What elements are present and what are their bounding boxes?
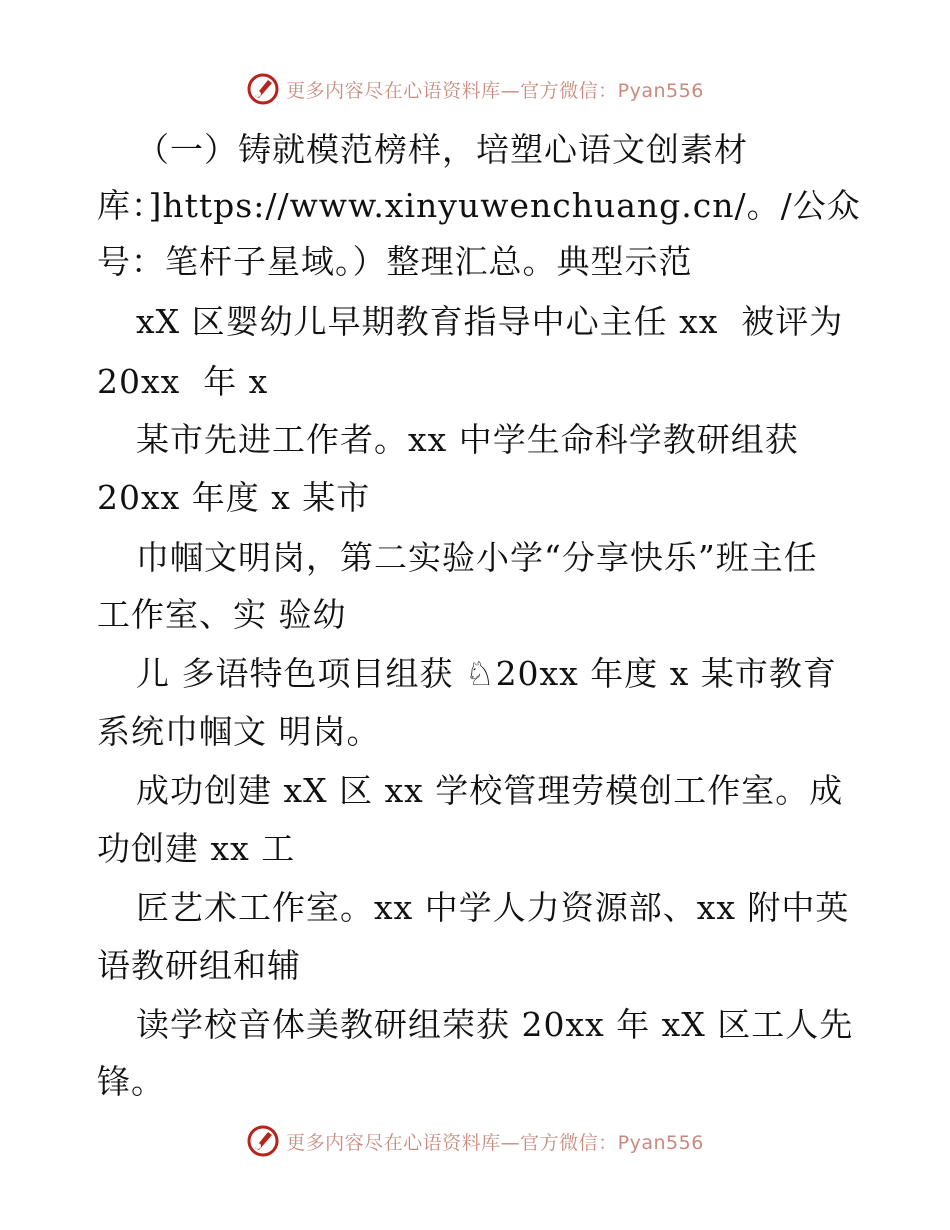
watermark-text: 更多内容尽在心语资料库—官方微信：Pyan556 [286,79,704,102]
header-watermark [0,72,950,106]
text-line: 20xx 年度 x 某市 [97,478,371,517]
text-line: 某市先进工作者。xx 中学生命科学教研组获 [136,420,799,459]
text-line: 号：笔杆子星域。）整理汇总。典型示范 [97,242,693,281]
text-line: 读学校音体美教研组荣获 20xx 年 xX 区工人先 [136,1005,854,1044]
text-line: 工作室、实 验幼 [97,595,347,634]
text-line: （一）铸就模范榜样，培塑心语文创素材 [136,130,748,169]
text-line: 成功创建 xX 区 xx 学校管理劳模创工作室。成 [136,771,844,810]
text-line: 系统巾帼文 明岗。 [97,712,381,751]
footer-watermark [0,1124,950,1158]
text-line: xX 区婴幼儿早期教育指导中心主任 xx 被评为 [136,302,844,341]
watermark-text: 更多内容尽在心语资料库—官方微信：Pyan556 [286,1131,704,1154]
text-line: 功创建 xx 工 [97,829,296,868]
text-line: 儿 多语特色项目组获 ♘20xx 年度 x 某市教育 [136,654,837,693]
text-line: 匠艺术工作室。xx 中学人力资源部、xx 附中英 [136,888,850,927]
text-line: 20xx 年 x [97,362,269,401]
text-line: 巾帼文明岗，第二实验小学“分享快乐”班主任 [136,538,818,577]
text-line: 锋。 [97,1062,165,1101]
xinyu-logo-icon [246,1124,280,1158]
text-line: 语教研组和辅 [97,946,301,985]
xinyu-logo-icon [246,72,280,106]
text-line: 库：]https://www.xinyuwenchuang.cn/。/公众 [97,186,861,225]
